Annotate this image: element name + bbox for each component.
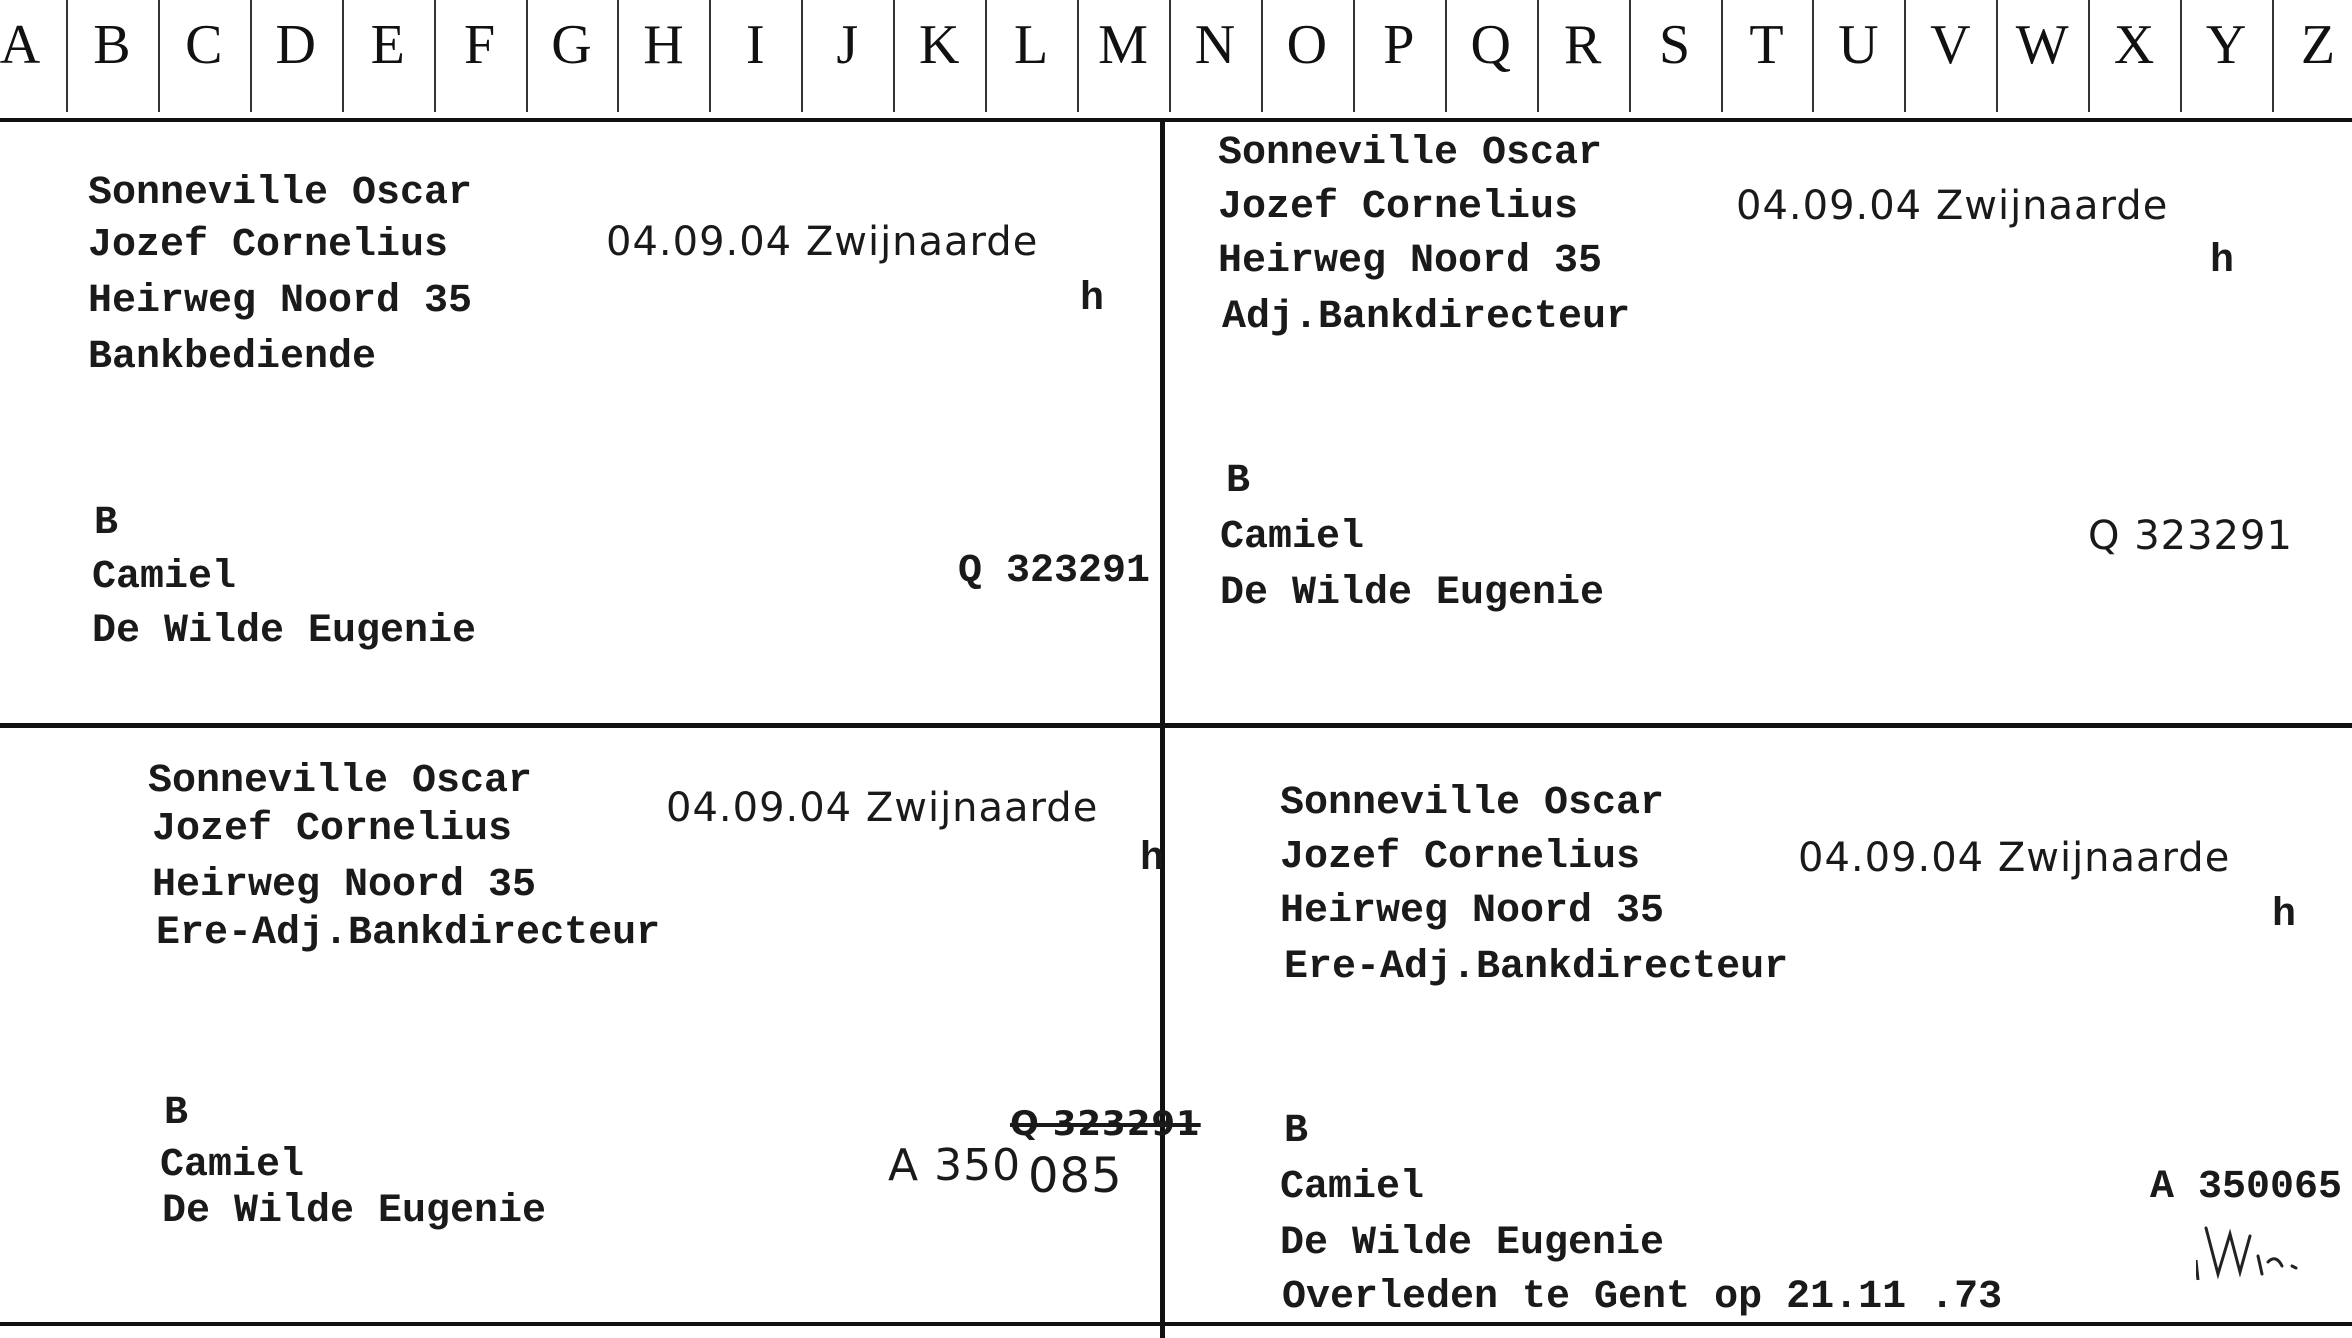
card-number-prefix: A 350 xyxy=(888,1140,1022,1191)
alphabet-index-strip xyxy=(0,0,2352,122)
alphabet-letter-k: K xyxy=(918,14,960,76)
card-death-note: Overleden te Gent op 21.11 .73 xyxy=(1282,1275,2003,1320)
alphabet-letter-u: U xyxy=(1838,14,1879,76)
card-old-number-struck: Q 323291 xyxy=(1010,1104,1201,1144)
card-number: Q 323291 xyxy=(958,549,1151,594)
alphabet-letter-t: T xyxy=(1749,14,1784,76)
card-address: Heirweg Noord 35 xyxy=(1280,889,1665,934)
alphabet-letter-i: I xyxy=(746,14,765,76)
card-father: Camiel xyxy=(160,1143,305,1188)
card-given-names: Jozef Cornelius xyxy=(152,807,513,852)
card-mother: De Wilde Eugenie xyxy=(162,1189,547,1234)
alphabet-letter-s: S xyxy=(1658,14,1691,76)
alphabet-separator xyxy=(617,0,619,112)
alphabet-separator xyxy=(1445,0,1447,112)
alphabet-separator xyxy=(1812,0,1814,112)
alphabet-separator xyxy=(526,0,528,112)
alphabet-letter-p: P xyxy=(1383,14,1415,76)
alphabet-letter-v: V xyxy=(1930,14,1971,76)
alphabet-letter-h: H xyxy=(643,14,684,76)
alphabet-letter-r: R xyxy=(1563,14,1602,76)
alphabet-separator xyxy=(342,0,344,112)
alphabet-separator xyxy=(1077,0,1079,112)
card-name-line: Sonneville Oscar xyxy=(1218,131,1603,176)
card-occupation: Ere-Adj.Bankdirecteur xyxy=(156,911,661,956)
card-occupation: Bankbediende xyxy=(88,335,377,380)
card-given-names: Jozef Cornelius xyxy=(1218,185,1579,230)
alphabet-letter-c: C xyxy=(185,14,223,76)
card-address: Heirweg Noord 35 xyxy=(88,279,473,324)
card-code: B xyxy=(1284,1109,1309,1154)
card-birth-date-place: 04.09.04 Zwijnaarde xyxy=(1736,183,2169,229)
card-sex: h xyxy=(1080,277,1105,322)
alphabet-separator xyxy=(158,0,160,112)
alphabet-separator xyxy=(1169,0,1171,112)
card-birth-date-place: 04.09.04 Zwijnaarde xyxy=(606,219,1039,265)
alphabet-letter-m: M xyxy=(1098,14,1148,76)
alphabet-separator xyxy=(2088,0,2090,112)
card-birth-date-place: 04.09.04 Zwijnaarde xyxy=(666,785,1099,831)
alphabet-letter-q: Q xyxy=(1470,14,1511,76)
card-number-suffix: 085 xyxy=(1028,1148,1123,1204)
card-divider-bottom xyxy=(0,1322,2352,1326)
card-occupation: Adj.Bankdirecteur xyxy=(1222,295,1631,340)
card-code: B xyxy=(164,1091,189,1136)
alphabet-separator xyxy=(1721,0,1723,112)
alphabet-separator xyxy=(66,0,68,112)
card-occupation: Ere-Adj.Bankdirecteur xyxy=(1284,945,1789,990)
alphabet-letter-d: D xyxy=(275,14,316,76)
alphabet-letter-a: A xyxy=(0,14,41,76)
card-mother: De Wilde Eugenie xyxy=(1280,1221,1665,1266)
card-sex: h xyxy=(1140,837,1165,882)
handwritten-initials-mark xyxy=(2196,1216,2316,1286)
alphabet-letter-f: F xyxy=(464,14,496,76)
alphabet-separator xyxy=(1261,0,1263,112)
alphabet-letter-g: G xyxy=(551,14,592,76)
card-given-names: Jozef Cornelius xyxy=(1280,835,1641,880)
card-mother: De Wilde Eugenie xyxy=(1220,571,1605,616)
alphabet-letter-y: Y xyxy=(2205,14,2247,76)
card-number: Q 323291 xyxy=(2088,513,2293,559)
alphabet-letter-n: N xyxy=(1194,14,1236,76)
card-father: Camiel xyxy=(1280,1165,1425,1210)
alphabet-separator xyxy=(1629,0,1631,112)
alphabet-separator xyxy=(250,0,252,112)
alphabet-separator xyxy=(2272,0,2274,112)
card-sex: h xyxy=(2272,893,2297,938)
alphabet-letter-o: O xyxy=(1286,14,1328,76)
card-birth-date-place: 04.09.04 Zwijnaarde xyxy=(1798,835,2231,881)
alphabet-letter-w: W xyxy=(2015,14,2069,76)
card-father: Camiel xyxy=(92,555,237,600)
card-code: B xyxy=(1226,459,1251,504)
card-address: Heirweg Noord 35 xyxy=(152,863,537,908)
alphabet-separator xyxy=(1353,0,1355,112)
alphabet-separator xyxy=(985,0,987,112)
alphabet-letter-j: J xyxy=(836,14,859,76)
alphabet-separator xyxy=(1996,0,1998,112)
card-code: B xyxy=(94,501,119,546)
alphabet-separator xyxy=(1904,0,1906,112)
alphabet-letter-x: X xyxy=(2113,14,2155,76)
card-sex: h xyxy=(2210,239,2235,284)
alphabet-letter-b: B xyxy=(93,14,131,76)
alphabet-separator xyxy=(801,0,803,112)
alphabet-letter-l: L xyxy=(1014,14,1049,76)
alphabet-letter-z: Z xyxy=(2300,14,2336,76)
card-given-names: Jozef Cornelius xyxy=(88,223,449,268)
card-number: A 350065 xyxy=(2150,1165,2343,1210)
alphabet-separator xyxy=(434,0,436,112)
card-mother: De Wilde Eugenie xyxy=(92,609,477,654)
card-name-line: Sonneville Oscar xyxy=(88,171,473,216)
alphabet-separator xyxy=(709,0,711,112)
card-divider-vertical xyxy=(1160,122,1165,1338)
alphabet-separator xyxy=(2180,0,2182,112)
card-father: Camiel xyxy=(1220,515,1365,560)
card-name-line: Sonneville Oscar xyxy=(148,759,533,804)
alphabet-separator xyxy=(893,0,895,112)
card-divider-horizontal xyxy=(0,723,2352,728)
card-name-line: Sonneville Oscar xyxy=(1280,781,1665,826)
alphabet-separator xyxy=(1537,0,1539,112)
card-address: Heirweg Noord 35 xyxy=(1218,239,1603,284)
alphabet-letter-e: E xyxy=(370,14,405,76)
